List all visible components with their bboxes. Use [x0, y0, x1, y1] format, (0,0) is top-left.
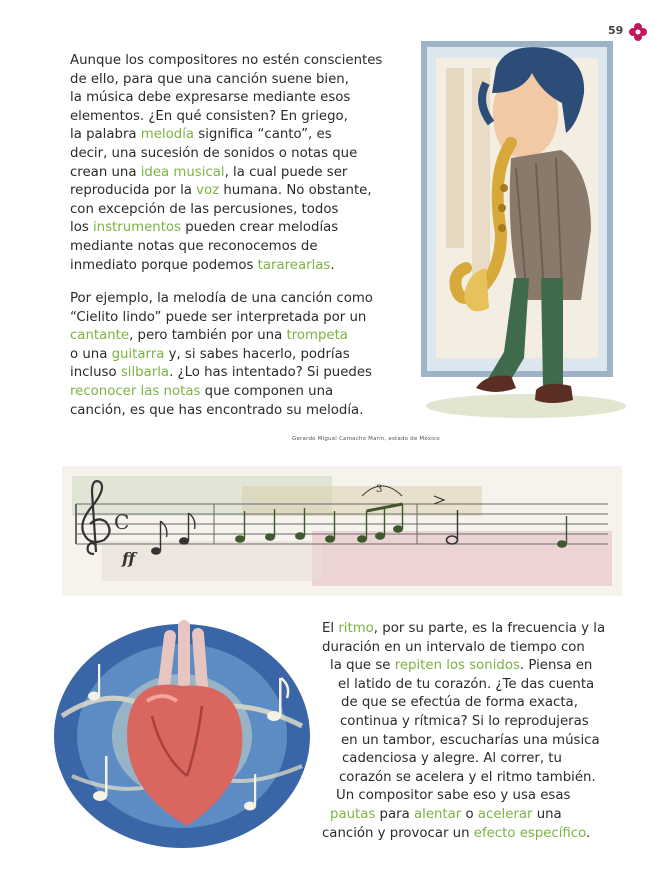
- time-signature: C: [114, 510, 130, 534]
- triplet-marking: 3: [376, 484, 383, 495]
- text-run: que componen una: [200, 383, 334, 399]
- highlighted-term: voz: [196, 183, 220, 199]
- text-line: [70, 182, 382, 201]
- text-run: canción, es que has encontrado su melodía.: [70, 402, 364, 418]
- music-staff-illustration: [62, 456, 622, 606]
- text-run: reproducida por la: [70, 183, 197, 199]
- text-line: [70, 309, 373, 328]
- text-run: de ello, para que una canción suene bien,: [70, 71, 349, 87]
- paragraph-rhythm: [322, 620, 605, 843]
- highlighted-term: melodía: [140, 127, 195, 143]
- illustration-credit: Gerardo Miguel Camacho Marín, estado de México: [292, 436, 440, 442]
- text-run: cadenciosa y alegre. Al correr, tu: [342, 751, 562, 767]
- text-line: [70, 327, 373, 346]
- highlighted-term: silbarla: [120, 365, 170, 381]
- text-line: [322, 639, 605, 658]
- text-run: “Cielito lindo” puede ser interpretada por un: [70, 309, 367, 325]
- text-run: elementos. ¿En qué consisten? En griego,: [70, 108, 348, 124]
- page-number: 59: [608, 24, 624, 37]
- text-run: o una: [70, 346, 112, 362]
- text-line: [70, 108, 382, 127]
- text-run: decir, una sucesión de sonidos o notas que: [70, 145, 358, 161]
- text-run: , la cual puede ser: [224, 164, 348, 180]
- text-run: duración en un intervalo de tiempo con: [322, 639, 585, 655]
- text-line: [70, 52, 382, 71]
- highlighted-term: guitarra: [111, 346, 165, 362]
- text-run: una: [532, 806, 562, 822]
- saxophone-player-illustration: [416, 38, 626, 438]
- text-line: [322, 787, 605, 806]
- text-line: [322, 657, 605, 676]
- text-run: la música debe expresarse mediante esos: [70, 90, 351, 106]
- highlighted-term: trompeta: [286, 328, 348, 344]
- highlighted-term: cantante: [70, 328, 130, 344]
- text-line: [70, 402, 373, 421]
- text-line: [322, 676, 605, 695]
- text-line: [322, 694, 605, 713]
- text-run: crean una: [70, 164, 141, 180]
- text-line: [322, 806, 605, 825]
- highlighted-term: instrumentos: [92, 220, 181, 236]
- text-run: o: [461, 806, 478, 822]
- text-line: [70, 346, 373, 365]
- highlighted-term: idea musical: [140, 164, 225, 180]
- highlighted-term: acelerar: [477, 806, 533, 822]
- text-line: [70, 164, 382, 183]
- highlighted-term: pautas: [330, 806, 376, 822]
- text-run: pueden crear melodías: [180, 220, 339, 236]
- text-run: Aunque los compositores no estén conscientes: [70, 53, 383, 68]
- text-run: inmediato porque podemos: [70, 257, 258, 273]
- text-run: significa “canto”, es: [194, 127, 332, 143]
- text-run: los: [70, 220, 93, 236]
- highlighted-term: repiten los sonidos: [394, 658, 520, 674]
- text-run: en un tambor, escucharías una música: [341, 732, 600, 748]
- highlighted-term: alentar: [413, 806, 462, 822]
- text-run: .: [330, 257, 335, 273]
- text-line: [70, 219, 382, 238]
- text-run: Un compositor sabe eso y usa esas: [336, 788, 571, 804]
- text-line: [322, 750, 605, 769]
- paragraph-example: [70, 290, 373, 420]
- text-line: [322, 732, 605, 751]
- text-line: [70, 71, 382, 90]
- highlighted-term: ritmo: [338, 621, 374, 636]
- text-run: .: [586, 825, 591, 841]
- text-run: mediante notas que reconocemos de: [70, 238, 318, 254]
- dynamic-marking: ff: [122, 549, 136, 568]
- text-run: . ¿Lo has intentado? Si puedes: [169, 365, 372, 381]
- text-run: . Piensa en: [519, 658, 593, 674]
- text-run: el latido de tu corazón. ¿Te das cuenta: [338, 676, 595, 692]
- text-run: la palabra: [70, 127, 141, 143]
- text-line: [70, 89, 382, 108]
- text-line: [70, 238, 382, 257]
- text-run: con excepción de las percusiones, todos: [70, 201, 339, 217]
- text-line: [70, 201, 382, 220]
- flower-emblem-icon: [628, 22, 648, 42]
- text-line: [322, 713, 605, 732]
- text-line: [322, 825, 605, 844]
- text-run: , pero también por una: [129, 328, 287, 344]
- text-line: [70, 145, 382, 164]
- text-line: [322, 769, 605, 788]
- text-run: para: [375, 806, 414, 822]
- text-line: [70, 383, 373, 402]
- text-run: corazón se acelera y el ritmo también.: [339, 769, 596, 785]
- highlighted-term: reconocer las notas: [70, 383, 201, 399]
- text-run: Por ejemplo, la melodía de una canción como: [70, 291, 373, 306]
- highlighted-term: efecto específico: [473, 825, 587, 841]
- text-line: [322, 620, 605, 639]
- text-line: [70, 126, 382, 145]
- text-run: de que se efectúa de forma exacta,: [341, 695, 578, 711]
- heart-illustration: [42, 606, 322, 858]
- text-line: [70, 364, 373, 383]
- text-run: continua y rítmica? Si lo reprodujeras: [340, 713, 589, 729]
- text-run: incluso: [70, 365, 121, 381]
- text-run: humana. No obstante,: [219, 183, 372, 199]
- text-line: [70, 257, 382, 276]
- text-line: [70, 290, 373, 309]
- text-run: canción y provocar un: [322, 825, 474, 841]
- text-run: , por su parte, es la frecuencia y la: [373, 621, 606, 636]
- text-run: y, si sabes hacerlo, podrías: [164, 346, 350, 362]
- highlighted-term: tararearlas: [257, 257, 331, 273]
- paragraph-melody: [70, 52, 382, 275]
- text-run: la que se: [330, 658, 395, 674]
- text-run: El: [322, 621, 339, 636]
